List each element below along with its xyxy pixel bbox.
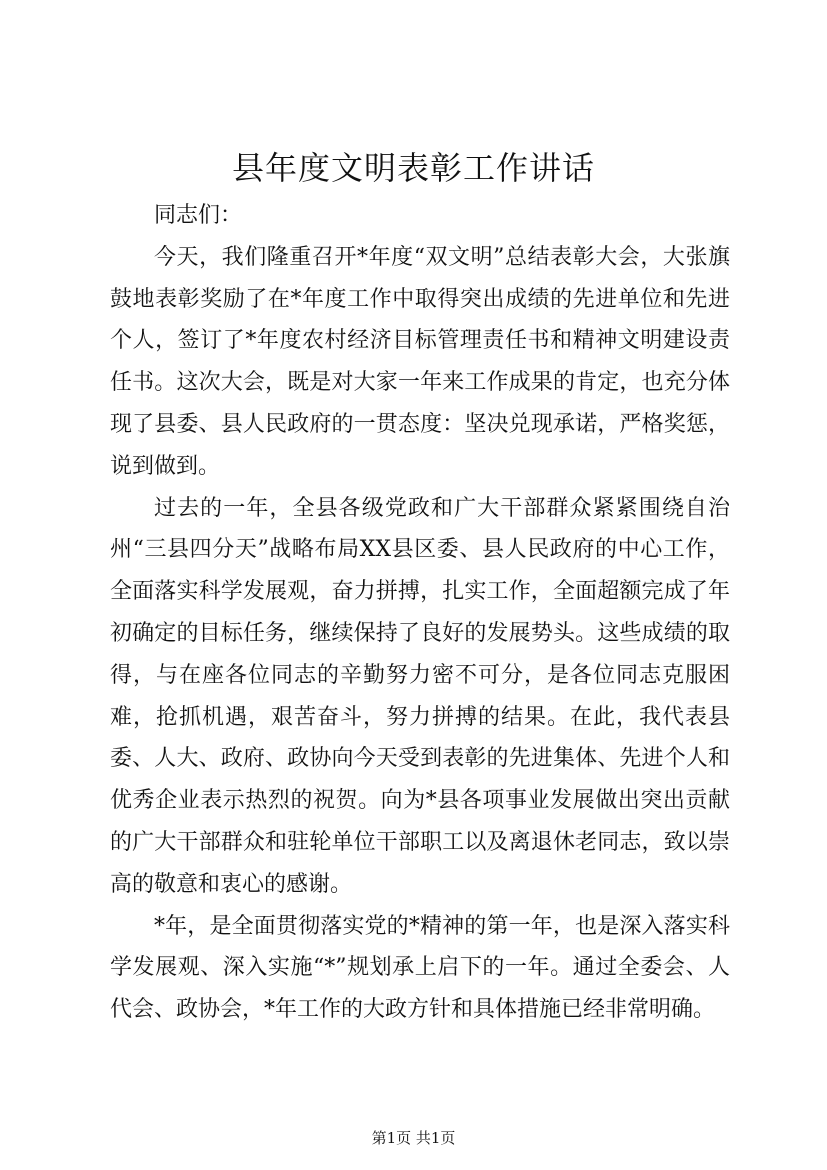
paragraph-3: *年，是全面贯彻落实党的*精神的第一年，也是深入落实科学发展观、深入实施“*”规划承上启下的一年。通过全委会、人代会、政协会，*年工作的大政方针和具体措施已经非常明确。	[110, 913, 730, 1023]
document-title: 县年度文明表彰工作讲话	[231, 149, 595, 187]
page-number-footer: 第1页 共1页	[371, 1129, 456, 1147]
document-body	[110, 195, 730, 1031]
paragraph-2: 过去的一年，全县各级党政和广大干部群众紧紧围绕自治州“三县四分天”战略布局XX县区委、县人民政府的中心工作，全面落实科学发展观，奋力拼搏，扎实工作，全面超额完成了年初确定的目标任务，继续保持了良好的发展势头。这些成绩的取得，与在座各位同志的辛勤努力密不可分，是各位同志克服困难，抢抓机遇，艰苦奋斗，努力拼搏的结果。在此，我代表县委、人大、政府、政协向今天受到表彰的先进集体、先进个人和优秀企业表示热烈的祝贺。向为*县各项事业发展做出突出贡献的广大干部群众和驻轮单位干部职工以及离退休老同志，致以崇高的敬意和衷心的感谢。	[110, 495, 730, 897]
salutation: 同志们：	[154, 203, 243, 228]
paragraph-1: 今天，我们隆重召开*年度“双文明”总结表彰大会，大张旗鼓地表彰奖励了在*年度工作中取得突出成绩的先进单位和先进个人，签订了*年度农村经济目标管理责任书和精神文明建设责任书。这次大会，既是对大家一年来工作成果的肯定，也充分体现了县委、县人民政府的一贯态度：坚决兑现承诺，严格奖惩，说到做到。	[110, 244, 730, 479]
